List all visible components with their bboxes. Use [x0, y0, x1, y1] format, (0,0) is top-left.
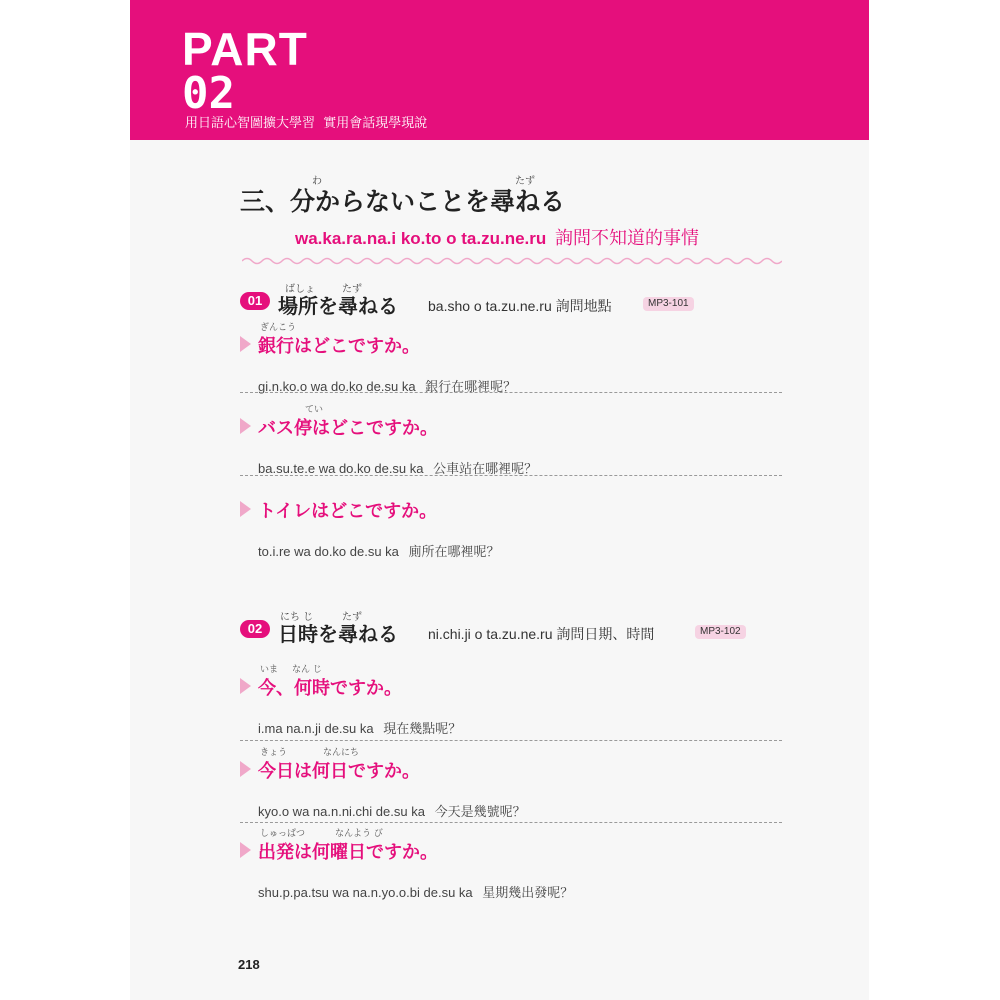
- section-header-02: [240, 608, 840, 648]
- phrase-romaji: kyo.o wa na.n.ni.chi de.su ka: [258, 804, 425, 819]
- phrase-japanese: 銀行はどこですか。: [258, 336, 420, 357]
- phrase-ruby: [240, 402, 785, 414]
- ruby-text: たず: [515, 176, 535, 187]
- dotted-divider: [240, 740, 782, 741]
- phrase-romaji: shu.p.pa.tsu wa na.n.yo.o.bi de.su ka: [258, 885, 473, 900]
- bullet-triangle-icon: [240, 418, 251, 434]
- ruby-text: なんにち: [323, 748, 360, 758]
- chapter-translation: 詢問不知道的事情: [555, 228, 700, 248]
- phrase-item: [240, 662, 785, 737]
- section-header-01: [240, 280, 840, 320]
- phrase-item: [240, 826, 785, 901]
- section-number-badge: 01: [240, 292, 270, 310]
- mp3-track-label: MP3-102: [695, 625, 746, 639]
- ruby-text: てい: [305, 405, 324, 415]
- phrase-romaji-line: [258, 718, 461, 737]
- bullet-triangle-icon: [240, 336, 251, 352]
- phrase-item: [240, 320, 785, 395]
- ruby-text: にち じ: [280, 612, 314, 623]
- phrase-translation: 星期幾出發呢？: [482, 886, 574, 901]
- ruby-text: なん じ: [292, 665, 322, 675]
- chapter-romaji: wa.ka.ra.na.i ko.to o ta.zu.ne.ru: [295, 229, 547, 248]
- chapter-title: 三、分からないことを尋ねる: [240, 187, 566, 216]
- ruby-text: たず: [342, 612, 362, 623]
- phrase-japanese: 出発は何曜日ですか。: [258, 842, 438, 863]
- chapter-heading: [240, 172, 860, 218]
- dotted-divider: [240, 392, 782, 393]
- phrase-translation: 銀行在哪裡呢？: [425, 380, 517, 395]
- bullet-triangle-icon: [240, 501, 251, 517]
- ruby-text: なんよう び: [335, 829, 383, 839]
- section-romaji-line: [428, 624, 654, 644]
- phrase-ruby: [240, 485, 785, 497]
- ruby-text: たず: [342, 284, 362, 295]
- ruby-text: きょう: [260, 748, 288, 758]
- phrase-romaji-line: [258, 541, 500, 560]
- phrase-ruby: [240, 662, 785, 674]
- phrase-japanese: 今、何時ですか。: [258, 678, 402, 699]
- part-label: PART: [182, 23, 308, 75]
- section-translation: 詢問地點: [555, 298, 612, 314]
- part-banner: [130, 0, 869, 140]
- page-number: 218: [238, 957, 260, 972]
- section-number-badge: 02: [240, 620, 270, 638]
- phrase-translation: 廁所在哪裡呢？: [408, 545, 500, 560]
- section-translation: 詢問日期、時間: [556, 626, 655, 642]
- heading-ruby: [240, 172, 860, 186]
- phrase-item: [240, 402, 785, 477]
- phrase-ruby: [240, 745, 785, 757]
- bullet-triangle-icon: [240, 842, 251, 858]
- phrase-japanese: バス停はどこですか。: [258, 418, 438, 439]
- ruby-text: しゅっぱつ: [260, 829, 306, 839]
- phrase-translation: 今天是幾號呢？: [434, 805, 526, 820]
- dotted-divider: [240, 475, 782, 476]
- phrase-ruby: [240, 826, 785, 838]
- bullet-triangle-icon: [240, 761, 251, 777]
- section-romaji: ni.chi.ji o ta.zu.ne.ru: [428, 626, 553, 642]
- phrase-romaji: i.ma na.n.ji de.su ka: [258, 721, 374, 736]
- ruby-text: ばしょ: [285, 284, 315, 295]
- section-title: 場所を尋ねる: [278, 294, 398, 318]
- phrase-romaji: gi.n.ko.o wa do.ko de.su ka: [258, 379, 416, 394]
- phrase-translation: 現在幾點呢？: [383, 722, 462, 737]
- chapter-romaji-line: [295, 224, 699, 250]
- phrase-item: [240, 485, 785, 560]
- phrase-romaji: to.i.re wa do.ko de.su ka: [258, 544, 399, 559]
- ruby-text: いま: [260, 665, 279, 675]
- phrase-romaji-line: [258, 882, 573, 901]
- mp3-track-label: MP3-101: [643, 297, 694, 311]
- section-romaji: ba.sho o ta.zu.ne.ru: [428, 298, 552, 314]
- part-subtitle: 用日語心智圖擴大學習 實用會話現學現說: [185, 116, 428, 131]
- ruby-text: わ: [312, 176, 322, 187]
- part-number: 02: [182, 68, 235, 119]
- phrase-translation: 公車站在哪裡呢？: [433, 462, 538, 477]
- phrase-romaji-line: [258, 801, 526, 820]
- section-title: 日時を尋ねる: [278, 622, 398, 646]
- bullet-triangle-icon: [240, 678, 251, 694]
- phrase-romaji: ba.su.te.e wa do.ko de.su ka: [258, 461, 424, 476]
- phrase-japanese: トイレはどこですか。: [258, 501, 438, 522]
- section-romaji-line: [428, 296, 612, 316]
- phrase-ruby: [240, 320, 785, 332]
- dotted-divider: [240, 822, 782, 823]
- phrase-japanese: 今日は何日ですか。: [258, 761, 420, 782]
- wavy-divider: [242, 256, 782, 266]
- ruby-text: ぎんこう: [260, 323, 297, 333]
- phrase-item: [240, 745, 785, 820]
- book-page: [130, 0, 869, 1000]
